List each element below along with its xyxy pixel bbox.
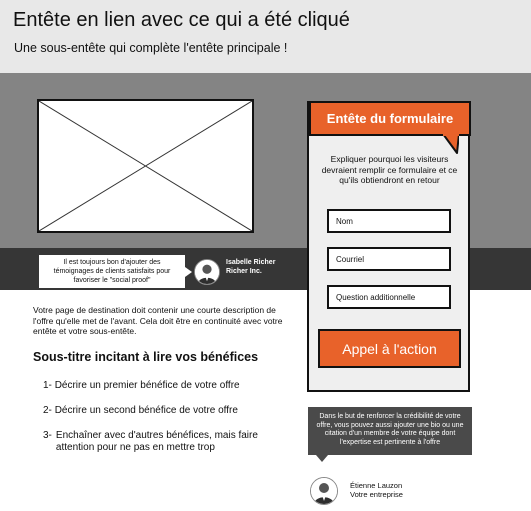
benefit-number: 1-: [43, 380, 52, 391]
team-member-name: Étienne Lauzon: [350, 481, 403, 490]
team-member: [350, 481, 403, 499]
testimonial-quote-text: Il est toujours bon d'ajouter des témoignages de clients satisfaits pour favoriser le "social proof": [53, 259, 171, 284]
list-item: [43, 405, 268, 417]
benefit-number: 2-: [43, 405, 52, 416]
question-field[interactable]: [327, 285, 451, 309]
form-title-pointer: [443, 134, 459, 154]
team-member-company: Votre entreprise: [350, 490, 403, 499]
testimonial-quote: [39, 255, 185, 288]
team-quote: [308, 407, 472, 455]
offer-description: Votre page de destination doit contenir une courte description de l'offre qu'elle met de l'avant. Cela doit être en continuité avec votre entête et votre sous-entête.: [33, 305, 283, 336]
name-field[interactable]: [327, 209, 451, 233]
question-field-placeholder: Question additionnelle: [336, 292, 416, 302]
user-avatar-icon: [310, 477, 338, 505]
page-header: [0, 0, 531, 73]
list-item: [43, 430, 268, 454]
user-avatar-icon: [194, 259, 220, 285]
testimonial-name: Isabelle Richer: [226, 259, 276, 266]
image-placeholder-icon: [37, 99, 254, 233]
team-quote-text: Dans le but de renforcer la crédibilité de votre offre, vous pouvez aussi ajouter une bio ou une citation d'un membre de votre équipe dont l'expertise est pertinente à l'offre: [316, 413, 464, 446]
page-subtitle: Une sous-entête qui complète l'entête principale !: [14, 41, 288, 55]
form-intro: Expliquer pourquoi les visiteurs devraient remplir ce formulaire et ce qu'ils obtiendront en retour: [321, 154, 458, 185]
page-title: Entête en lien avec ce qui a été cliqué: [13, 9, 350, 31]
name-field-placeholder: Nom: [336, 216, 353, 226]
benefit-number: 3-: [43, 430, 52, 441]
benefits-list: [43, 380, 268, 467]
list-item: [43, 380, 268, 392]
benefits-subtitle: Sous-titre incitant à lire vos bénéfices: [33, 350, 259, 364]
form-title: Entête du formulaire: [309, 101, 471, 136]
testimonial-author: [226, 258, 275, 276]
email-field-placeholder: Courriel: [336, 254, 365, 264]
benefit-text: Décrire un second bénéfice de votre offre: [54, 405, 238, 416]
benefit-text: Enchaîner avec d'autres bénéfices, mais faire attention pour ne pas en mettre trop: [55, 430, 258, 453]
testimonial-company: Richer Inc.: [226, 268, 262, 275]
cta-button[interactable]: Appel à l'action: [318, 329, 461, 368]
email-field[interactable]: [327, 247, 451, 271]
benefit-text: Décrire un premier bénéfice de votre offre: [54, 380, 240, 391]
